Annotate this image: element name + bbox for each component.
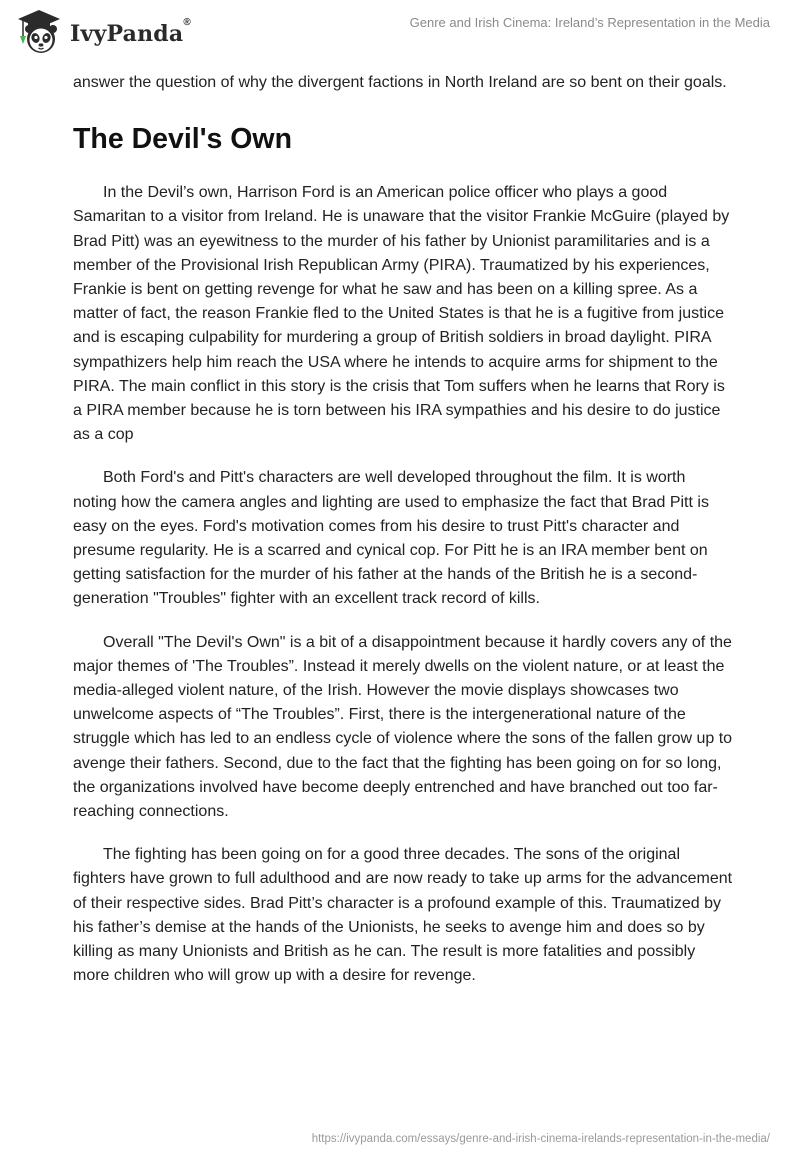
document-title: Genre and Irish Cinema: Ireland’s Representation in the Media xyxy=(409,15,770,30)
panda-graduate-icon xyxy=(14,7,64,57)
body-paragraph: Overall "The Devil's Own" is a bit of a disappointment because it hardly covers any of the major themes of 'The Troubles”. Instead it merely dwells on the violent nature, or at least the media-alleged violent nature, of the Irish. However the movie displays showcases two unwelcome aspects of “The Troubles”. First, there is the intergenerational nature of the struggle which has led to an endless cycle of violence where the sons of the fallen grow up to avenge their fathers. Second, due to the fact that the fighting has been going on for so long, the organizations involved have become deeply entrenched and have branched out too far-reaching connections. xyxy=(73,633,733,821)
body-paragraph: The fighting has been going on for a good three decades. The sons of the original fighters have grown to full adulthood and are now ready to take up arms for the advancement of their respective sides. Brad Pitt’s character is a profound example of this. Traumatized by his father’s demise at the hands of the Unionists, he seeks to avenge him and does so by killing as many Unionists and British as he can. The result is more fatalities and possibly more children who will grow up with a desire for revenge. xyxy=(73,846,733,985)
logo-text: IvyPanda® xyxy=(70,17,191,47)
body-paragraph: In the Devil’s own, Harrison Ford is an American police officer who plays a good Samaritan to a visitor from Ireland. He is unaware that the visitor Frankie McGuire (played by Brad Pitt) was an eyewitness to the murder of his father by Unionist paramilitaries and is a member of the Provisional Irish Republican Army (PIRA). Traumatized by his experiences, Frankie is bent on getting revenge for what he saw and has been on a killing spree. As a matter of fact, the reason Frankie fled to the United States is that he is a fugitive from justice and is escaping culpability for murdering a group of British soldiers in broad daylight. PIRA sympathizers help him reach the USA where he intends to acquire arms for shipment to the PIRA. The main conflict in this story is the crisis that Tom suffers when he learns that Rory is a PIRA member because he is torn between his IRA sympathies and his desire to do justice as a cop xyxy=(73,184,730,444)
ivypanda-logo[interactable] xyxy=(14,7,191,57)
body-paragraph: Both Ford's and Pitt's characters are well developed throughout the film. It is worth noting how the camera angles and lighting are used to emphasize the fact that Brad Pitt is easy on the eyes. Ford's motivation comes from his desire to trust Pitt's character and presume regularity. He is a scarred and cynical cop. For Pitt he is an IRA member bent on getting satisfaction for the murder of his father at the hands of the British he is a second-generation "Troubles" fighter with an excellent track record of kills. xyxy=(73,469,709,608)
continuation-paragraph: answer the question of why the divergent factions in North Ireland are so bent on their goals. xyxy=(73,74,727,91)
essay-content xyxy=(73,71,733,1008)
page-header xyxy=(0,0,800,62)
source-url[interactable]: https://ivypanda.com/essays/genre-and-irish-cinema-irelands-representation-in-the-media/ xyxy=(311,1133,770,1145)
section-heading: The Devil's Own xyxy=(73,123,292,156)
